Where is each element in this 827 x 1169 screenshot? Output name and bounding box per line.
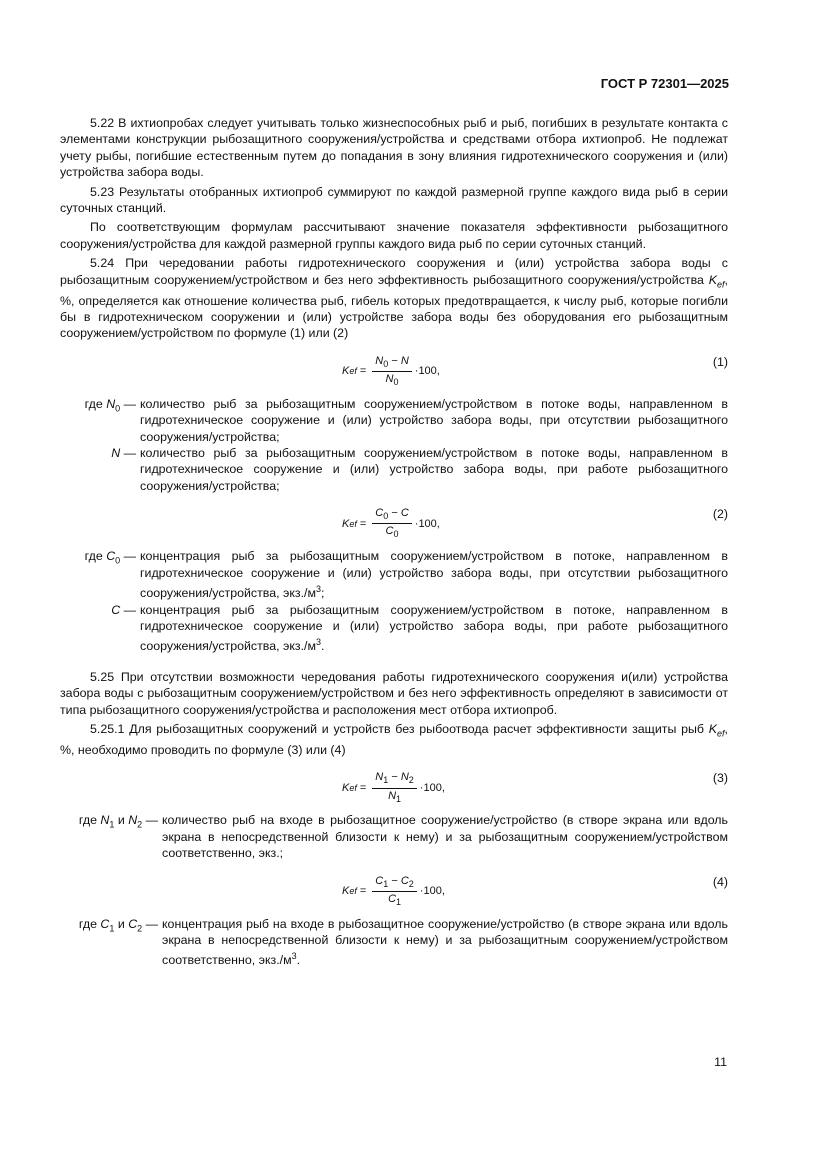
definition-n1-n2: где $N_1$ и $N_2$ — количество рыб на входе в рыбозащитное сооружение/устройство (в створе экрана или вдоль экрана в непосредственной близости к нему) и за рыбозащитным сооружением/устройством соответственно, экз.;	[78, 813, 728, 861]
formula-2: K ef = $\frac{C_0 - C}{C_0}$ ·100, (2)	[342, 507, 728, 540]
fraction: $\frac{C_0 - C}{C_0}$	[372, 506, 411, 541]
paragraph-5-22: 5.22 В ихтиопробах следует учитывать только жизнеспособных рыб и рыб, погибших в результате контакта с элементами конструкции рыбозащитного сооружения/устройства и средствами отбора ихтиопроб. Не подлежат учету рыбы, погибшие естественным путем до попадания в зону влияния гидротехнического сооружения и (или) устройства забора воды.	[60, 116, 728, 180]
definition-c0: где $C_0$ — концентрация рыб за рыбозащитным сооружением/устройством в потоке, направленном в гидротехническое сооружение и (или) устройство забора воды, при отсутствии рыбозащитного сооружения/устройства, $экз./м^3$;	[84, 549, 728, 601]
definition-n0: где $N_0$ — количество рыб за рыбозащитным сооружением/устройством в потоке воды, направленном в гидротехническое сооружение и (или) устройство забора воды, при отсутствии рыбозащитного сооружения/устройства;	[84, 396, 728, 444]
paragraph-5-25: 5.25 При отсутствии возможности чередования работы гидротехнического сооружения и(или) устройства забора воды с рыбозащитным сооружением/устройством и без него эффективность определяют в зависимости от типа рыбозащитного сооружения/устройства и расположения мест отбора ихтиопроб.	[60, 669, 728, 717]
fraction: $\frac{N_1 - N_2}{N_1}$	[372, 770, 417, 805]
page-number: 11	[714, 1055, 727, 1069]
formula-number: (2)	[712, 507, 728, 522]
paragraph-5-23: 5.23 Результаты отобранных ихтиопроб суммируют по каждой размерной группе каждого вида рыб в серии суточных станций.	[60, 184, 728, 216]
formula-number: (4)	[712, 874, 728, 889]
document-body	[60, 115, 728, 969]
formula-4: K ef = $\frac{C_1 - C_2}{C_1}$ ·100, (4)	[342, 874, 728, 907]
definition-c: C — концентрация рыб за рыбозащитным сооружением/устройством в потоке, направленном в гидротехническое сооружение и (или) устройство забора воды, при работе рыбозащитного сооружения/устройства, $экз./м^3$.	[111, 602, 728, 654]
fraction: $\frac{C_1 - C_2}{C_1}$	[372, 874, 417, 909]
formula-3: K ef = $\frac{N_1 - N_2}{N_1}$ ·100, (3)	[342, 771, 728, 804]
definition-c1-c2: где $C_1$ и $C_2$ — концентрация рыб на входе в рыбозащитное сооружение/устройство (в створе экрана или вдоль экрана в непосредственной близости к нему) и за рыбозащитным сооружением/устройством соответственно, $экз./м^3$.	[78, 916, 728, 968]
paragraph-5-25-1: 5.25.1 Для рыбозащитных сооружений и устройств без рыбоотвода расчет эффективности защиты рыб $K_{ef}$, %, необходимо проводить по формуле (3) или (4)	[60, 722, 728, 757]
formula-number: (3)	[712, 771, 728, 786]
formula-number: (1)	[712, 354, 728, 369]
fraction: $\frac{N_0 - N}{N_0}$	[372, 354, 411, 389]
paragraph-5-24: 5.24 При чередовании работы гидротехнического сооружения и (или) устройства забора воды с рыбозащитным сооружением/устройством и без него эффективность рыбозащитного сооружения/устройства $K_{ef}$, %, определяется как отношение количества рыб, гибель которых предотвращается, к числу рыб, которые погибли бы в гидротехническом сооружении и (или) устройстве забора воды без оборудования его рыбозащитным сооружением/устройством по формуле (1) или (2)	[60, 256, 728, 341]
definition-n: N — количество рыб за рыбозащитным сооружением/устройством в потоке воды, направленном в гидротехническое сооружение и (или) устройство забора воды, при работе рыбозащитного сооружения/устройства;	[111, 445, 728, 493]
paragraph-5-23-cont: По соответствующим формулам рассчитывают значение показателя эффективности рыбозащитного сооружения/устройства для каждой размерной группы каждого вида рыб по серии суточных станций.	[60, 220, 728, 251]
formula-1: K ef = $\frac{N_0 - N}{N_0}$ ·100, (1)	[342, 354, 728, 388]
document-header: ГОСТ Р 72301—2025	[600, 76, 729, 91]
